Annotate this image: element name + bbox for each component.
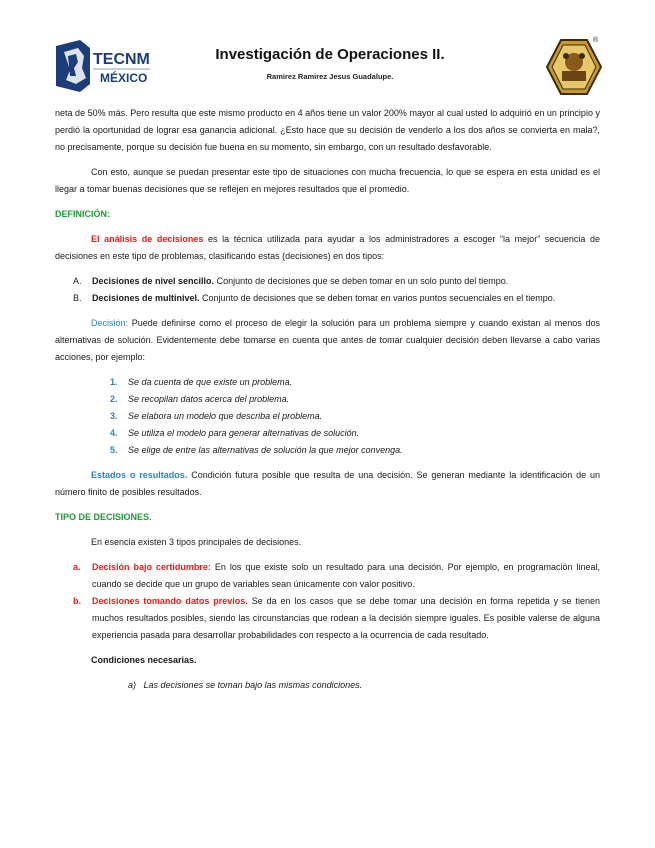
- type-term: Decisiones de multinivel.: [92, 293, 200, 303]
- registered-mark: ®: [593, 37, 599, 44]
- step-text: Se da cuenta de que existe un problema.: [128, 377, 293, 387]
- logo-left-text: TECNM: [93, 51, 150, 68]
- document-title: Investigación de Operaciones II.: [215, 46, 445, 63]
- tecnm-logo: [52, 38, 152, 94]
- list-item: [55, 593, 600, 644]
- list-item: [55, 391, 600, 408]
- list-marker: 5.: [110, 445, 118, 455]
- list-item: [55, 425, 600, 442]
- heading-tipos: TIPO DE DECISIONES.: [55, 512, 152, 522]
- list-item: [55, 559, 600, 593]
- list-marker: b.: [73, 596, 81, 606]
- paragraph-decision: [55, 315, 600, 366]
- heading-definicion: DEFINICIÓN:: [55, 209, 110, 219]
- document-author: Ramirez Ramirez Jesus Guadalupe.: [266, 72, 394, 81]
- step-text: Se recopilan datos acerca del problema.: [128, 394, 290, 404]
- paragraph-estados: [55, 467, 600, 501]
- condition-marker: a): [128, 680, 137, 690]
- term-analisis: El análisis de decisiones: [91, 234, 204, 244]
- condition-text: Las decisiones se toman bajo las mismas condiciones.: [143, 680, 363, 690]
- list-item: [55, 290, 600, 307]
- paragraph-tipos-intro: En esencia existen 3 tipos principales de decisiones.: [91, 537, 302, 547]
- list-item: [55, 273, 600, 290]
- paragraph-analisis: [55, 231, 600, 265]
- list-marker: A.: [73, 276, 82, 286]
- list-marker: a.: [73, 562, 81, 572]
- kind-term: Decisión bajo certidumbre:: [92, 562, 211, 572]
- decision-steps-list: [55, 374, 600, 459]
- kind-text: En los que existe solo un resultado para una decisión. Por ejemplo, en programación lineal, cuando se decide que un grupo de variables sean únicamente con valor positivo.: [92, 562, 600, 589]
- decision-types-list: [55, 273, 600, 307]
- type-text: Conjunto de decisiones que se deben tomar en varios puntos secuenciales en el tiempo.: [199, 293, 556, 303]
- paragraph-continuation: neta de 50% más. Pero resulta que este mismo producto en 4 años tiene un valor 200% mayor al cual usted lo adquirió en un principio y perdió la oportunidad de lograr esa ganancia adicional. ¿Esto hace que su decisión de venderlo a los dos años se convierta en mala?, no precisamente, porque su decisión fue buena en su momento, sin embargo, con un resultado desfavorable.: [55, 108, 600, 152]
- conditions-heading: Condiciones necesarias.: [91, 655, 197, 665]
- condition-item: [55, 677, 600, 694]
- kind-term: Decisiones tomando datos previos.: [92, 596, 248, 606]
- text-decision: Puede definirse como el proceso de elegir la solución para un problema siempre y cuando existan al menos dos alternativas de solución. Evidentemente debe tomarse en cuenta que antes de tomar cualquier decisión deben llevarse a cabo varias acciones, por ejemplo:: [55, 318, 600, 362]
- list-marker: 1.: [110, 377, 118, 387]
- type-text: Conjunto de decisiones que se deben tomar en un solo punto del tiempo.: [214, 276, 509, 286]
- logo-left-sub: MÉXICO: [100, 71, 148, 85]
- list-marker: 2.: [110, 394, 118, 404]
- document-body: [55, 105, 600, 694]
- term-estados: Estados o resultados.: [91, 470, 188, 480]
- decision-kinds-list: [55, 559, 600, 644]
- list-marker: 3.: [110, 411, 118, 421]
- paragraph-conclusion: Con esto, aunque se puedan presentar este tipo de situaciones con mucha frecuencia, lo que se espera en esta unidad es el llegar a tomar buenas decisiones que se reflejen en mejores resultados que el promedio.: [55, 167, 600, 194]
- term-decision: Decisión:: [91, 318, 129, 328]
- type-term: Decisiones de nivel sencillo.: [92, 276, 215, 286]
- list-item: [55, 374, 600, 391]
- step-text: Se elabora un modelo que describa el problema.: [128, 411, 323, 421]
- step-text: Se elige de entre las alternativas de solución la que mejor convenga.: [128, 445, 403, 455]
- kind-text: Se da en los casos que se debe tomar una decisión en forma repetida y se tienen muchos resultados posibles, siendo las circunstancias que rodean a la decisión siempre iguales. Es posible valerse de alguna experiencia pasada para desarrollar probabilidades con respecto a la ocurrencia de cada resultado.: [92, 596, 600, 640]
- list-item: [55, 408, 600, 425]
- step-text: Se utiliza el modelo para generar alternativas de solución.: [128, 428, 360, 438]
- list-item: [55, 442, 600, 459]
- text-estados: Condición futura posible que resulta de una decisión. Se generan mediante la identificación de un número finito de posibles resultados.: [55, 470, 601, 497]
- list-marker: B.: [73, 293, 82, 303]
- institution-seal: [545, 38, 603, 96]
- list-marker: 4.: [110, 428, 118, 438]
- text-analisis: es la técnica utilizada para ayudar a los administradores a escoger “la mejor” secuencia de decisiones en este tipo de problemas, clasificando estas (decisiones) en dos tipos:: [55, 234, 600, 261]
